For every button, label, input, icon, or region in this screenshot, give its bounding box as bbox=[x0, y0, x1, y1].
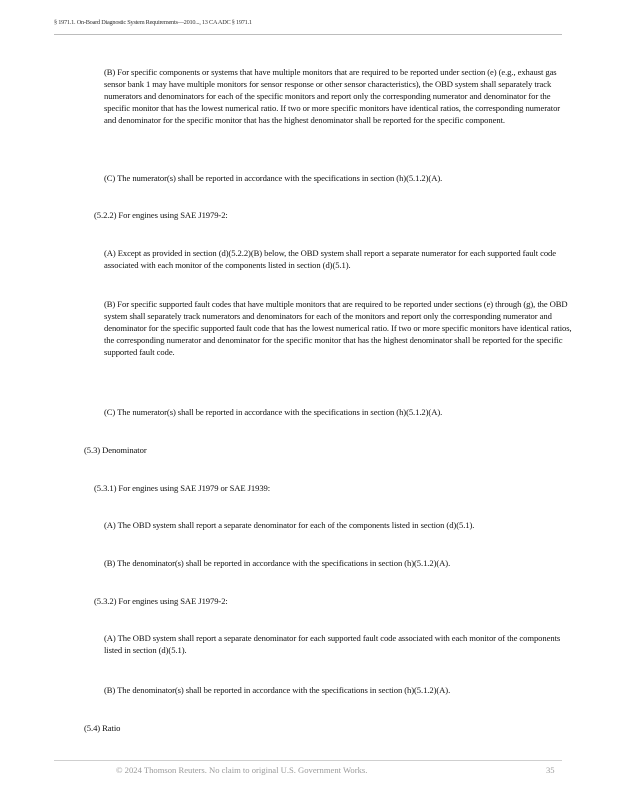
subsection-heading-5-3-2: (5.3.2) For engines using SAE J1979-2: bbox=[94, 596, 228, 606]
paragraph-c-numerator-reporting-2: (C) The numerator(s) shall be reported in accordance with the specifications in section (h)(5.1.2)(A). bbox=[104, 407, 443, 417]
header-divider bbox=[54, 34, 562, 35]
paragraph-c-numerator-reporting: (C) The numerator(s) shall be reported in accordance with the specifications in section (h)(5.1.2)(A). bbox=[104, 173, 443, 183]
section-heading-5-4-ratio: (5.4) Ratio bbox=[84, 723, 121, 733]
paragraph-b-denominator-reporting: (B) The denominator(s) shall be reported in accordance with the specifications in section (h)(5.1.2)(A). bbox=[104, 558, 451, 568]
section-heading-5-3-denominator: (5.3) Denominator bbox=[84, 445, 147, 455]
paragraph-a-separate-denominator: (A) The OBD system shall report a separate denominator for each of the components listed in section (d)(5.1). bbox=[104, 520, 475, 530]
copyright-notice: © 2024 Thomson Reuters. No claim to original U.S. Government Works. bbox=[116, 765, 368, 775]
paragraph-b-denominator-reporting-2: (B) The denominator(s) shall be reported in accordance with the specifications in section (h)(5.1.2)(A). bbox=[104, 685, 451, 695]
subsection-heading-5-3-1: (5.3.1) For engines using SAE J1979 or SAE J1939: bbox=[94, 483, 271, 493]
subsection-heading-5-2-2: (5.2.2) For engines using SAE J1979-2: bbox=[94, 210, 228, 220]
footer-divider bbox=[54, 760, 562, 761]
paragraph-b-specific-components: (B) For specific components or systems that have multiple monitors that are required to be reported under section (e) (e.g., exhaust gas sensor bank 1 may have multiple monitors for sensor response or other sensor characteristics), the OBD system shall separately track numerators and denominators for each of the specific monitors and report only the corresponding numerator and denominator for the specific monitor that has the lowest numerical ratio. If two or more specific monitors have identical ratios, the corresponding numerator and denominator for the specific monitor that has the highest denominator shall be reported for the specific component. bbox=[104, 67, 561, 125]
paragraph-a-denominator-per-fault-code: (A) The OBD system shall report a separate denominator for each supported fault code associated with each monitor of the components listed in section (d)(5.1). bbox=[104, 633, 561, 655]
paragraph-a-separate-numerator: (A) Except as provided in section (d)(5.2.2)(B) below, the OBD system shall report a separate numerator for each supported fault code associated with each monitor of the components listed in section (d)(5.1). bbox=[104, 248, 556, 270]
paragraph-b-supported-fault-codes: (B) For specific supported fault codes that have multiple monitors that are required to be reported under sections (e) through (g), the OBD system shall separately track numerators and denominators for each of the monitors and report only the corresponding numerator and denominator for the specific supported fault code that has the lowest numerical ratio. If two or more specific monitors have identical ratios, the corresponding numerator and denominator for the specific monitor that has the highest denominator shall be reported for the specific supported fault code. bbox=[104, 299, 572, 357]
running-header: § 1971.1. On-Board Diagnostic System Requirements—2010..., 13 CA ADC § 1971.1 bbox=[54, 19, 252, 26]
page-number: 35 bbox=[546, 765, 555, 775]
